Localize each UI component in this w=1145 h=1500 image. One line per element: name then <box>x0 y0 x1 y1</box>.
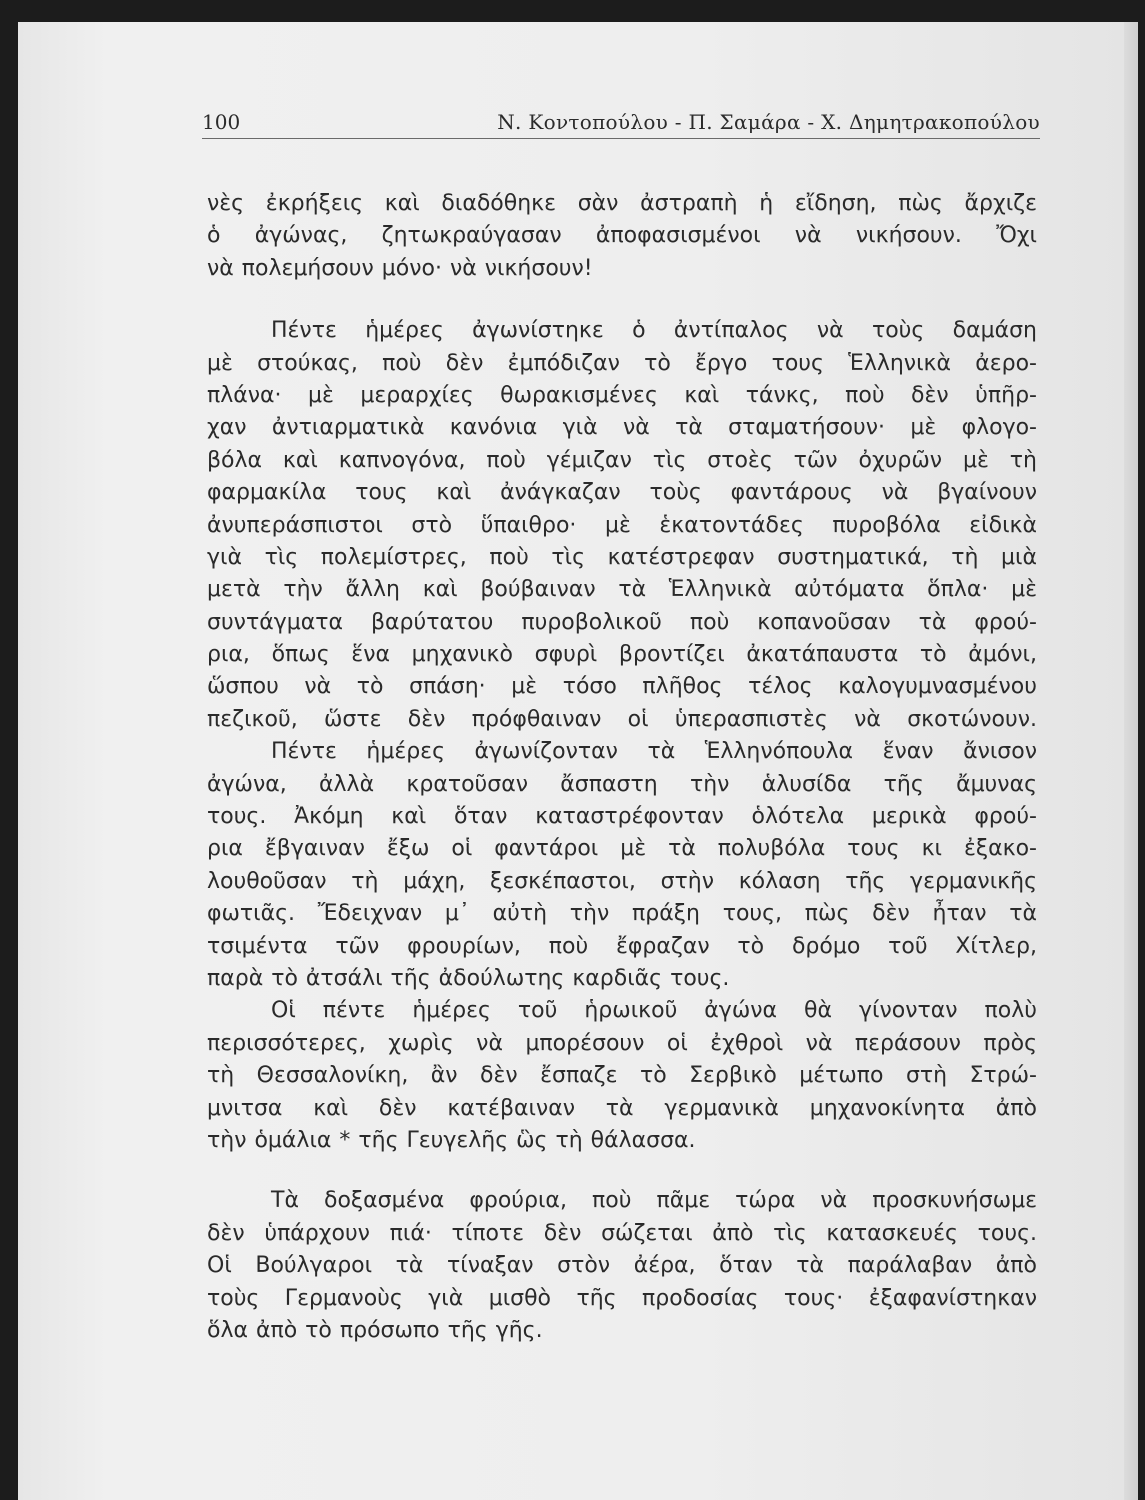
text-line: λουθοῦσαν τὴ μάχη, ξεσκέπαστοι, στὴν κόλαση τῆς γερμανικῆς <box>207 868 1037 894</box>
paragraph-2 <box>207 315 1037 736</box>
page-body <box>207 188 1037 1347</box>
text-line: μετὰ τὴν ἄλλη καὶ βούβαιναν τὰ Ἑλληνικὰ αὐτόματα ὅπλα· μὲ <box>207 577 1037 603</box>
text-line: Οἱ Βούλγαροι τὰ τίναξαν στὸν ἀέρα, ὅταν τὰ παράλαβαν ἀπὸ <box>207 1253 1037 1279</box>
section-gap <box>207 285 1037 315</box>
text-line: ὁ ἀγώνας, ζητωκραύγασαν ἀποφασισμένοι νὰ νικήσουν. Ὄχι <box>207 223 1037 249</box>
text-line: Πέντε ἡμέρες ἀγωνίστηκε ὁ ἀντίπαλος νὰ τοὺς δαμάση <box>271 318 1037 344</box>
text-line: πεζικοῦ, ὥστε δὲν πρόφθαιναν οἱ ὑπερασπιστὲς νὰ σκοτώνουν. <box>207 706 1037 732</box>
paragraph-1 <box>207 188 1037 285</box>
text-line: τοὺς Γερμανοὺς γιὰ μισθὸ τῆς προδοσίας τους· ἐξαφανίστηκαν <box>207 1285 1037 1311</box>
text-line: τὴν ὁμάλια * τῆς Γευγελῆς ὣς τὴ θάλασσα. <box>207 1127 696 1153</box>
text-line: ἀγώνα, ἀλλὰ κρατοῦσαν ἄσπαστη τὴν ἁλυσίδα τῆς ἄμυνας <box>207 771 1037 797</box>
text-line: ρια, ὅπως ἕνα μηχανικὸ σφυρὶ βροντίζει ἀκατάπαυστα τὸ ἀμόνι, <box>207 642 1037 668</box>
text-line: παρὰ τὸ ἀτσάλι τῆς ἀδούλωτης καρδιᾶς τους. <box>207 965 730 991</box>
text-line: φαρμακίλα τους καὶ ἀνάγκαζαν τοὺς φαντάρους νὰ βγαίνουν <box>207 480 1037 506</box>
page-header <box>202 106 1040 140</box>
text-line: ὥσπου νὰ τὸ σπάση· μὲ τόσο πλῆθος τέλος καλογυμνασμένου <box>207 674 1037 700</box>
text-line: μνιτσα καὶ δὲν κατέβαιναν τὰ γερμανικὰ μηχανοκίνητα ἀπὸ <box>207 1095 1037 1121</box>
text-line: ἀνυπεράσπιστοι στὸ ὕπαιθρο· μὲ ἑκατοντάδες πυροβόλα εἰδικὰ <box>207 512 1037 538</box>
text-line: τσιμέντα τῶν φρουρίων, ποὺ ἔφραζαν τὸ δρόμο τοῦ Χίτλερ, <box>207 933 1037 959</box>
text-line: Τὰ δοξασμένα φρούρια, ποὺ πᾶμε τώρα νὰ προσκυνήσωμε <box>271 1188 1037 1214</box>
header-rule <box>202 138 1040 139</box>
text-line: ὅλα ἀπὸ τὸ πρόσωπο τῆς γῆς. <box>207 1317 543 1343</box>
text-line: δὲν ὑπάρχουν πιά· τίποτε δὲν σώζεται ἀπὸ τὶς κατασκευές τους. <box>207 1220 1037 1246</box>
page-edge <box>1124 22 1138 1500</box>
running-head: Ν. Κοντοπούλου - Π. Σαμάρα - Χ. Δημητρακοπούλου <box>497 110 1040 134</box>
text-line: συντάγματα βαρύτατου πυροβολικοῦ ποὺ κοπανοῦσαν τὰ φρού- <box>207 609 1037 635</box>
text-line: Πέντε ἡμέρες ἀγωνίζονταν τὰ Ἑλληνόπουλα ἕναν ἄνισον <box>271 739 1037 765</box>
text-line: χαν ἀντιαρματικὰ κανόνια γιὰ νὰ τὰ σταματήσουν· μὲ φλογο- <box>207 415 1037 441</box>
paragraph-5 <box>207 1185 1037 1347</box>
text-line: βόλα καὶ καπνογόνα, ποὺ γέμιζαν τὶς στοὲς τῶν ὀχυρῶν μὲ τὴ <box>207 447 1037 473</box>
text-line: ρια ἔβγαιναν ἔξω οἱ φαντάροι μὲ τὰ πολυβόλα τους κι ἐξακο- <box>207 836 1037 862</box>
text-line: τὴ Θεσσαλονίκη, ἂν δὲν ἔσπαζε τὸ Σερβικὸ μέτωπο στὴ Στρώ- <box>207 1063 1037 1089</box>
text-line: πλάνα· μὲ μεραρχίες θωρακισμένες καὶ τάνκς, ποὺ δὲν ὑπῆρ- <box>207 382 1037 408</box>
text-line: φωτιᾶς. Ἔδειχναν μ᾿ αὐτὴ τὴν πράξη τους, πὼς δὲν ἦταν τὰ <box>207 901 1037 927</box>
text-line: νὰ πολεμήσουν μόνο· νὰ νικήσουν! <box>207 255 593 281</box>
page-number: 100 <box>202 110 241 134</box>
text-line: τους. Ἀκόμη καὶ ὅταν καταστρέφονταν ὁλότελα μερικὰ φρού- <box>207 804 1037 830</box>
paragraph-4 <box>207 995 1037 1157</box>
text-line: γιὰ τὶς πολεμίστρες, ποὺ τὶς κατέστρεφαν συστηματικά, τὴ μιὰ <box>207 544 1037 570</box>
text-line: περισσότερες, χωρὶς νὰ μπορέσουν οἱ ἐχθροὶ νὰ περάσουν πρὸς <box>207 1030 1037 1056</box>
text-line: μὲ στούκας, ποὺ δὲν ἐμπόδιζαν τὸ ἔργο τους Ἑλληνικὰ ἀερο- <box>207 350 1037 376</box>
paragraph-3 <box>207 736 1037 995</box>
text-line: νὲς ἐκρήξεις καὶ διαδόθηκε σὰν ἀστραπὴ ἡ εἴδηση, πὼς ἄρχιζε <box>207 191 1037 216</box>
text-line: Οἱ πέντε ἡμέρες τοῦ ἡρωικοῦ ἀγώνα θὰ γίνονταν πολὺ <box>271 998 1037 1024</box>
section-gap <box>207 1157 1037 1185</box>
